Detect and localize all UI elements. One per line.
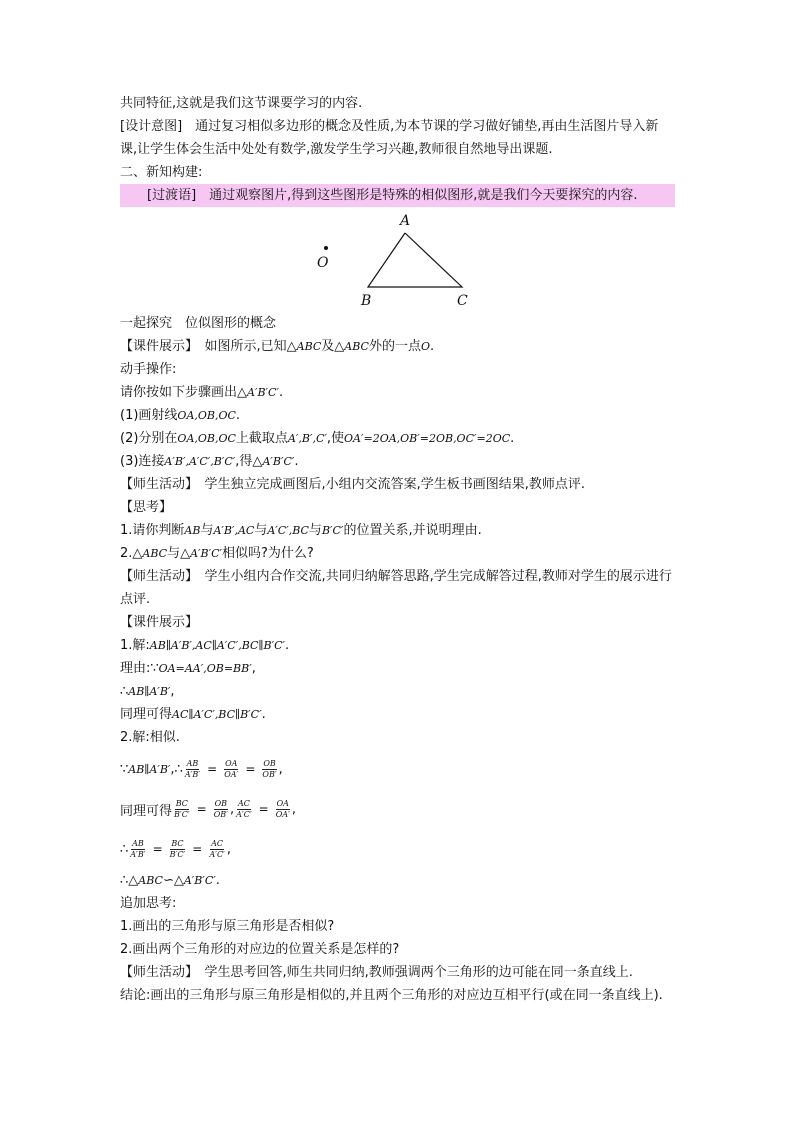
vertex-b-label: B: [361, 293, 372, 309]
fraction: $\frac{AC}{A'C'}$: [209, 838, 225, 859]
ratio-line-3: ∴ $\frac{AB}{A'B'}$ = $\frac{BC}{B'C'}$ = $\frac{AC}{A'C'}$ ,: [120, 838, 232, 859]
ratio-line-1: ∵ AB∥A′B′ ,∴ $\frac{AB}{A'B'}$ = $\frac{OA}{OA'}$ = $\frac{OB}{OB'}$ ,: [120, 758, 283, 779]
teacher-student-activity-2: 【师生活动】 学生小组内合作交流,共同归纳解答思路,学生完成解答过程,教师对学生的展示进行点评.: [120, 569, 672, 607]
vertex-a-label: A: [400, 213, 411, 229]
instruction-line: 请你按如下步骤画出△A′B′C′.: [120, 385, 284, 400]
thinking-heading: 【思考】: [120, 500, 173, 515]
section-heading-new-knowledge: 二、新知构建:: [120, 165, 203, 180]
solution-1: 1.解:AB∥A′B′,AC∥A′C′,BC∥B′C′.: [120, 638, 290, 653]
fraction: $\frac{AB}{A'B'}$: [130, 838, 146, 859]
teacher-student-activity-3: 【师生活动】 学生思考回答,师生共同归纳,教师强调两个三角形的边可能在同一条直线上.: [120, 965, 633, 980]
solution-similarly: 同理可得AC∥A′C′,BC∥B′C′.: [120, 707, 266, 722]
step-2: (2)分别在OA,OB,OC上截取点A′,B′,C′,使OA′=2OA,OB′=2OB,OC′=2OC.: [120, 431, 515, 446]
solution-2: 2.解:相似.: [120, 730, 180, 745]
design-intent-paragraph: [设计意图] 通过复习相似多边形的概念及性质,为本节课的学习做好铺垫,再由生活图片导入新课,让学生体会生活中处处有数学,激发学生学习兴趣,教师很自然地导出课题.: [120, 119, 659, 157]
point-o-dot: [324, 246, 328, 250]
fraction: $\frac{OB}{OB'}$: [213, 798, 228, 819]
extra-question-2: 2.画出两个三角形的对应边的位置关系是怎样的?: [120, 942, 400, 957]
courseware-display-1: 【课件展示】 如图所示,已知△ABC及△ABC外的一点O.: [120, 339, 435, 354]
fraction: $\frac{BC}{B'C'}$: [174, 798, 190, 819]
fraction: $\frac{AB}{A'B'}$: [184, 758, 201, 779]
ratio-line-2: 同理可得 $\frac{BC}{B'C'}$ = $\frac{OB}{OB'}$ , $\frac{AC}{A'C'}$ = $\frac{OA}{OA'}$ ,: [120, 798, 297, 819]
teacher-student-activity-1: 【师生活动】 学生独立完成画图后,小组内交流答案,学生板书画图结果,教师点评.: [120, 477, 586, 492]
question-2: 2.△ABC与△A′B′C′相似吗?为什么?: [120, 546, 314, 561]
fraction: $\frac{OA}{OA'}$: [275, 798, 290, 819]
triangle-figure: [120, 207, 675, 312]
step-3: (3)连接A′B′,A′C′,B′C′,得△A′B′C′.: [120, 454, 299, 469]
triangle-abc: [368, 233, 462, 287]
fraction: $\frac{OA}{OA'}$: [224, 758, 239, 779]
courseware-display-2: 【课件展示】: [120, 615, 199, 630]
fraction: $\frac{BC}{B'C'}$: [169, 838, 186, 859]
extra-thinking-heading: 追加思考:: [120, 896, 177, 911]
explore-heading: 一起探究 位似图形的概念: [120, 316, 277, 331]
paragraph-intro-end: 共同特征,这就是我们这节课要学习的内容.: [120, 96, 363, 111]
triangle-diagram: [120, 207, 675, 312]
document-page: [120, 92, 675, 1007]
step-1: (1)画射线OA,OB,OC.: [120, 408, 241, 423]
conclusion-paragraph: 结论:画出的三角形与原三角形是相似的,并且两个三角形的对应边互相平行(或在同一条直线上).: [120, 988, 663, 1003]
point-o-label: O: [317, 255, 329, 271]
question-1: 1.请你判断AB与A′B′,AC与A′C′,BC与B′C′的位置关系,并说明理由.: [120, 523, 482, 538]
similarity-conclusion: ∴△ABC∽△A′B′C′.: [120, 873, 220, 888]
fraction: $\frac{AC}{A'C'}$: [236, 798, 252, 819]
solution-therefore: ∴AB∥A′B′,: [120, 684, 175, 699]
solution-reason: 理由:∵OA=AA′,OB=BB′,: [120, 661, 256, 676]
transition-paragraph-highlighted: [过渡语] 通过观察图片,得到这些图形是特殊的相似图形,就是我们今天要探究的内容.: [120, 184, 675, 207]
extra-question-1: 1.画出的三角形与原三角形是否相似?: [120, 919, 335, 934]
vertex-c-label: C: [457, 293, 468, 309]
hands-on-heading: 动手操作:: [120, 362, 177, 377]
fraction: $\frac{OB}{OB'}$: [262, 758, 277, 779]
